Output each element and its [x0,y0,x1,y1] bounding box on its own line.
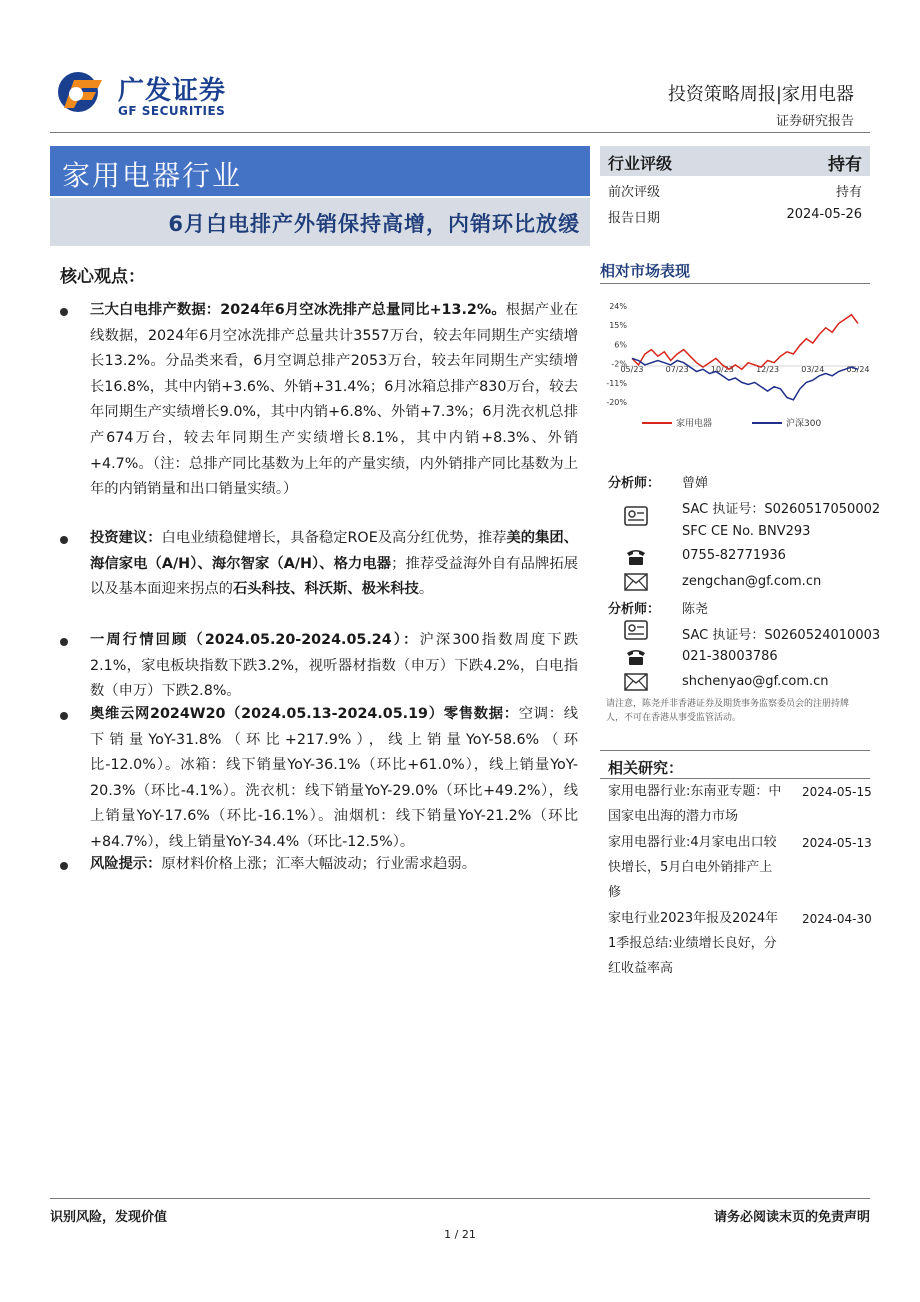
bullet-retail-data [90,702,578,856]
phone-icon [624,646,648,666]
page-number: 1 / 21 [444,1228,476,1241]
x-tick-label: 10/23 [710,365,734,374]
bullet-text: 根据产业在线数据，2024年6月空冰洗排产总量共计3557万台，较去年同期生产实绩增长13.2%。分品类来看，6月空调总排产2053万台，较去年同期生产实绩增长16.8%，其中内销+3.6%、外销+31.4%；6月冰箱总排产830万台，较去年同期生产实绩增长9.0%，其中内销+6.8%、外销+7.3%；6月洗衣机总排产674万台，较去年同期生产实绩增长8.1%，其中内销+8.3%、外销+4.7%。（注：总排产同比基数为上年的产量实绩，内外销排产同比基数为上年的内销销量和出口销量实绩。） [90,302,578,498]
bullet-icon [60,862,68,870]
recommended-stocks: 美的集团、海信家电（A/H）、海尔智家（A/H）、格力电器 [90,530,579,572]
industry-banner [50,146,590,196]
bullet-lead: 投资建议： [90,530,162,546]
gf-logo-icon [56,68,112,116]
y-tick-label: -20% [606,398,627,407]
bullet-text: 。 [418,581,434,598]
logo-text-en: GF SECURITIES [118,104,226,118]
footer-slogan: 识别风险，发现价值 [50,1210,168,1225]
industry-title: 家用电器行业 [62,159,243,192]
phone-icon [624,546,648,566]
market-title: 相对市场表现 [600,262,691,280]
y-tick-label: 24% [609,302,627,311]
footer-disclaimer: 请务必阅读末页的免责声明 [713,1210,870,1225]
core-view-title: 核心观点： [60,267,145,287]
y-tick-label: 6% [614,340,627,350]
y-tick-label: -2% [611,359,627,369]
report-date-label: 报告日期 [608,211,661,226]
bullet-icon [60,638,68,646]
x-tick-label: 03/24 [801,365,825,374]
report-date-row [600,203,870,229]
report-date-value: 2024-05-26 [786,207,862,222]
report-type: 投资策略周报|家用电器 [667,84,854,105]
related-item-date: 2024-05-13 [802,836,872,850]
bullet-weekly-review [90,628,578,705]
bullet-lead: 风险提示： [90,856,162,872]
footer-divider [50,1198,870,1199]
bullet-production [90,298,578,503]
market-divider [600,283,870,284]
related-top-divider [600,750,870,751]
legend-label: 家用电器 [676,419,713,429]
rating-header [600,146,870,176]
id-card-icon [624,506,648,526]
header-divider [50,132,870,133]
y-tick-label: 15% [609,321,627,331]
email-icon [624,672,648,692]
prev-rating-row [600,177,870,203]
id-card-icon [624,620,648,640]
related-title: 相关研究： [608,759,684,777]
rating-label: 行业评级 [608,154,673,173]
x-tick-label: 05/23 [620,365,644,374]
analyst-phone[interactable]: 021-38003786 [682,649,778,664]
logo-text-cn: 广发证券 [118,76,227,106]
analyst-phone[interactable]: 0755-82771936 [682,548,786,563]
headline-banner [50,198,590,246]
series-line-home-appliance [632,315,858,370]
bullet-lead: 三大白电排产数据：2024年6月空冰洗排产总量同比+13.2%。 [90,302,506,318]
bullet-icon [60,536,68,544]
analyst-sfc: SFC CE No. BNV293 [682,524,811,539]
analyst-name: 陈尧 [682,602,709,617]
analyst-label: 分析师： [608,602,661,617]
email-icon [624,572,648,592]
prev-rating-value: 持有 [835,185,862,200]
y-tick-label: -11% [606,378,627,388]
rating-value: 持有 [828,155,862,175]
relative-performance-chart [600,296,870,436]
recommended-stocks: 石头科技、科沃斯、极米科技 [232,581,419,598]
bullet-risk [90,852,578,878]
analyst-sac: SAC 执证号：S0260524010003 [682,628,881,643]
related-item-title[interactable]: 家用电器行业:4月家电出口较快增长，5月白电外销排产上修 [608,835,777,900]
bullet-icon [60,308,68,316]
bullet-text: 白电业绩稳健增长，具备稳定ROE及高分红优势，推荐 [161,530,507,546]
analyst-sac: SAC 执证号：S0260517050002 [682,502,881,517]
prev-rating-label: 前次评级 [608,185,661,200]
x-tick-label: 05/24 [846,365,870,374]
bullet-lead: 一周行情回顾（2024.05.20-2024.05.24）： [90,632,420,648]
headline: 6月白电排产外销保持高增，内销环比放缓 [168,212,580,236]
report-subtitle: 证券研究报告 [775,114,854,129]
bullet-lead: 奥维云网2024W20（2024.05.13-2024.05.19）零售数据： [90,706,519,722]
legend-label: 沪深300 [786,419,822,429]
analyst-email[interactable]: shchenyao@gf.com.cn [682,674,829,689]
analyst-name: 曾婵 [682,476,709,491]
related-item-title[interactable]: 家电行业2023年报及2024年1季报总结:业绩增长良好，分红收益率高 [608,911,779,976]
x-tick-label: 07/23 [665,365,689,374]
x-tick-label: 12/23 [756,365,780,374]
bullet-text: ；推荐受益海外自有品牌拓展以及基本面迎来拐点的 [90,555,579,598]
bullet-text: 原材料价格上涨；汇率大幅波动；行业需求趋弱。 [161,856,477,872]
related-item-date: 2024-04-30 [802,912,872,926]
analyst-email[interactable]: zengchan@gf.com.cn [682,574,822,589]
analyst-label: 分析师： [608,476,661,491]
bullet-investment [90,526,578,603]
bullet-icon [60,712,68,720]
related-item-date: 2024-05-15 [802,785,872,799]
bullet-text: 沪深300指数周度下跌2.1%，家电板块指数下跌3.2%，视听器材指数（申万）下跌4.2%，白电指数（申万）下跌2.8%。 [90,632,578,700]
disclaimer-note: 请注意，陈尧并非香港证券及期货事务监察委员会的注册持牌人，不可在香港从事受监管活动。 [606,699,850,723]
related-item-title[interactable]: 家用电器行业:东南亚专题：中国家电出海的潜力市场 [608,784,782,824]
bullet-text: 空调：线下销量YoY-31.8%（环比+217.9%），线上销量YoY-58.6%（环比-12.0%）。冰箱：线下销量YoY-36.1%（环比+61.0%），线上销量YoY-20.3%（环比-4.1%）。洗衣机：线下销量YoY-29.0%（环比+49.2%），线上销量YoY-17.6%（环比-16.1%）。油烟机：线下销量YoY-21.2%（环比+84.7%），线上销量YoY-34.4%（环比-12.5%）。 [90,706,579,850]
